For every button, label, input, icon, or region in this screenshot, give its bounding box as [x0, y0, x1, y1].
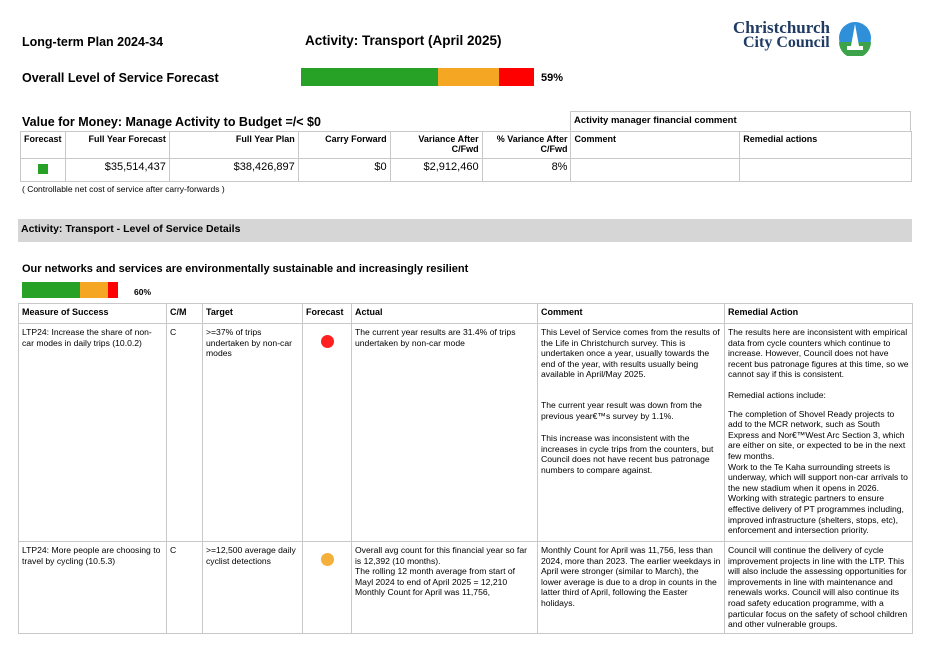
overall-forecast-label: Overall Level of Service Forecast	[22, 71, 219, 85]
vfm-note: ( Controllable net cost of service after carry-forwards )	[22, 184, 225, 194]
section-title: Activity: Transport - Level of Service Details	[21, 223, 241, 235]
cathedral-icon	[837, 20, 873, 56]
goal-bar-orange	[80, 282, 109, 298]
los-col-cm: C/M	[167, 304, 203, 324]
overall-bar-orange	[438, 68, 499, 86]
actual-cell	[352, 542, 538, 634]
vfm-col-full-year-forecast: Full Year Forecast	[65, 132, 169, 159]
council-logo	[733, 20, 873, 60]
los-col-forecast: Forecast	[303, 304, 352, 324]
vfm-col-full-year-plan: Full Year Plan	[169, 132, 298, 159]
vfm-full-year-plan: $38,426,897	[169, 159, 298, 182]
vfm-col-remedial: Remedial actions	[740, 132, 912, 159]
logo-line-1: Christchurch	[733, 18, 830, 37]
forecast-cell	[303, 542, 352, 634]
goal-bar-green	[22, 282, 80, 298]
vfm-full-year-forecast: $35,514,437	[65, 159, 169, 182]
remedial-paragraph: The results here are inconsistent with empirical data from cycle counters which continue to increase. However, Council does not have recent bus patronage figures at this time, so we cannot say if this is consistent.	[728, 327, 909, 380]
vfm-col-comment: Comment	[571, 132, 740, 159]
los-col-actual: Actual	[352, 304, 538, 324]
vfm-comment	[571, 159, 740, 182]
comment-paragraph: Monthly Count for April was 11,756, less than 2024, more than 2023. The earlier weekdays in April were stronger (similar to March), the lower average is due to a drop in counts in the latter third of April, following the Easter holidays.	[541, 545, 721, 608]
vfm-table	[20, 131, 912, 182]
table-row	[19, 542, 913, 634]
table-row	[19, 324, 913, 542]
vfm-col-forecast: Forecast	[21, 132, 66, 159]
goal-forecast-bar	[22, 282, 118, 298]
comment-paragraph: The current year result was down from the previous year€™s survey by 1.1%.	[541, 399, 702, 421]
activity-title: Activity: Transport (April 2025)	[305, 33, 502, 48]
vfm-col-variance: Variance After C/Fwd	[390, 132, 482, 159]
vfm-col-pct-variance: % Variance After C/Fwd	[482, 132, 571, 159]
forecast-cell	[303, 324, 352, 542]
los-col-comment: Comment	[538, 304, 725, 324]
vfm-title: Value for Money: Manage Activity to Budget =/< $0	[22, 115, 321, 129]
los-col-measure: Measure of Success	[19, 304, 167, 324]
section-header	[18, 219, 912, 242]
los-table	[18, 303, 913, 634]
vfm-pct-variance: 8%	[482, 159, 571, 182]
comment-paragraph: This Level of Service comes from the results of the Life in Christchurch survey. This is undertaken once a year, usually towards the end of the year, with results usually being available in April/May 2025.	[541, 327, 720, 380]
measure-cell: LTP24: Increase the share of non-car modes in daily trips (10.0.2)	[19, 324, 167, 542]
overall-bar-green	[301, 68, 438, 86]
los-col-remedial: Remedial Action	[725, 304, 913, 324]
target-cell: >=12,500 average daily cyclist detections	[203, 542, 303, 634]
remedial-cell	[725, 324, 913, 542]
los-header-row	[19, 304, 913, 324]
comment-cell	[538, 324, 725, 542]
remedial-paragraph: The completion of Shovel Ready projects to add to the MCR network, such as South Express and Nor€™West Arc Section 3, which are either on site, or expected to be in the next few months. Work to the Te Kaha surrounding streets is underway, which will support non-car arrivals to the new stadium when it opens in 2026. Working with strategic partners to ensure effective delivery of PT programmes including, improved infrastructure (shelters, stops, etc), enforcement and intersection priority.	[728, 408, 908, 536]
vfm-col-carry-forward: Carry Forward	[298, 132, 390, 159]
vfm-header-row	[21, 132, 912, 159]
vfm-variance: $2,912,460	[390, 159, 482, 182]
cm-cell: C	[167, 324, 203, 542]
overall-bar-red	[499, 68, 534, 86]
plan-title: Long-term Plan 2024-34	[22, 35, 164, 49]
target-cell: >=37% of trips undertaken by non-car modes	[203, 324, 303, 542]
overall-forecast-percent: 59%	[541, 72, 564, 84]
goal-title: Our networks and services are environmentally sustainable and increasingly resilient	[22, 263, 469, 275]
vfm-forecast-cell	[21, 159, 66, 182]
vfm-remedial	[740, 159, 912, 182]
measure-cell: LTP24: More people are choosing to travel by cycling (10.5.3)	[19, 542, 167, 634]
forecast-status-dot	[321, 553, 334, 566]
manager-comment-header	[570, 111, 911, 131]
vfm-carry-forward: $0	[298, 159, 390, 182]
actual-cell: The current year results are 31.4% of trips undertaken by non-car mode	[352, 324, 538, 542]
comment-paragraph: This increase was inconsistent with the increases in cycle trips from the counters, but Council does not have recent bus patronage numbers to compare against.	[541, 433, 714, 475]
cm-cell: C	[167, 542, 203, 634]
remedial-paragraph: Council will continue the delivery of cycle improvement projects in line with the LTP. This will also include the assessing opportunities for improvements in line with maintenance and renewals works. Council will also continue its road safety education programme, with a particular focus on the safety of school children and other vulnerable groups.	[728, 545, 908, 630]
remedial-paragraph: Remedial actions include:	[728, 389, 826, 400]
forecast-status-dot	[321, 335, 334, 348]
goal-bar-red	[108, 282, 118, 298]
manager-comment-label: Activity manager financial comment	[574, 115, 737, 126]
comment-cell	[538, 542, 725, 634]
los-col-target: Target	[203, 304, 303, 324]
logo-line-2: City Council	[743, 34, 830, 51]
vfm-data-row	[21, 159, 912, 182]
actual-paragraph: Overall avg count for this financial year so far is 12,392 (10 months). The rolling 12 month average from start of Mayl 2024 to end of April 2025 = 12,210 Monthly Count for April was 11,756,	[355, 545, 527, 598]
forecast-status-square	[38, 164, 48, 174]
goal-forecast-percent: 60%	[134, 287, 152, 297]
remedial-cell	[725, 542, 913, 634]
overall-forecast-bar	[301, 68, 534, 86]
